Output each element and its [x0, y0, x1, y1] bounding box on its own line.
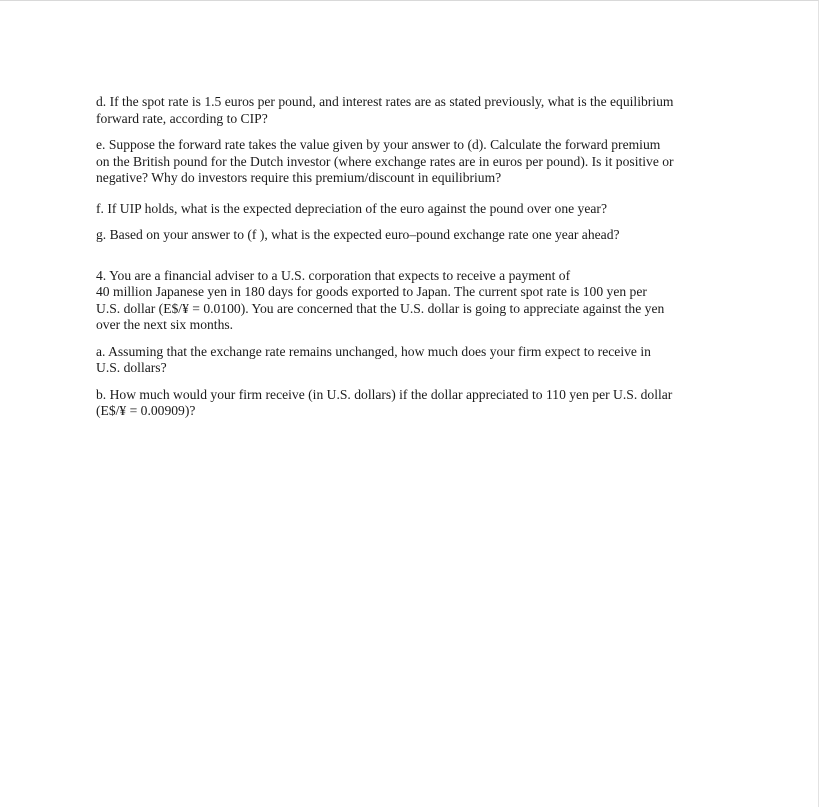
question-g: g. Based on your answer to (f ), what is the expected euro–pound exchange rate one year ahead? [96, 227, 620, 242]
question-e: e. Suppose the forward rate takes the value given by your answer to (d). Calculate the forward premium on the British pound for the Dutch investor (where exchange rates are in euros per pound). Is it positive or negative? Why do investors require this premium/discount in equilibrium? [96, 137, 674, 185]
question-4b: b. How much would your firm receive (in U.S. dollars) if the dollar appreciated to 110 yen per U.S. dollar (E$/¥ = 0.00909)? [96, 386, 673, 418]
question-f: f. If UIP holds, what is the expected depreciation of the euro against the pound over one year? [96, 200, 607, 216]
question-4: 4. You are a financial adviser to a U.S. corporation that expects to receive a payment of 40 million Japanese yen in 180 days for goods exported to Japan. The current spot rate is 100 yen per U.S. dollar (E$/¥ = 0.0100). You are concerned that the U.S. dollar is going to appreciate against the yen over the next six months. [96, 267, 665, 332]
question-d: d. If the spot rate is 1.5 euros per pound, and interest rates are as stated previously, what is the equilibrium forward rate, according to CIP? [96, 94, 674, 126]
question-4a: a. Assuming that the exchange rate remains unchanged, how much does your firm expect to receive in U.S. dollars? [96, 343, 651, 375]
document-content [96, 94, 731, 420]
